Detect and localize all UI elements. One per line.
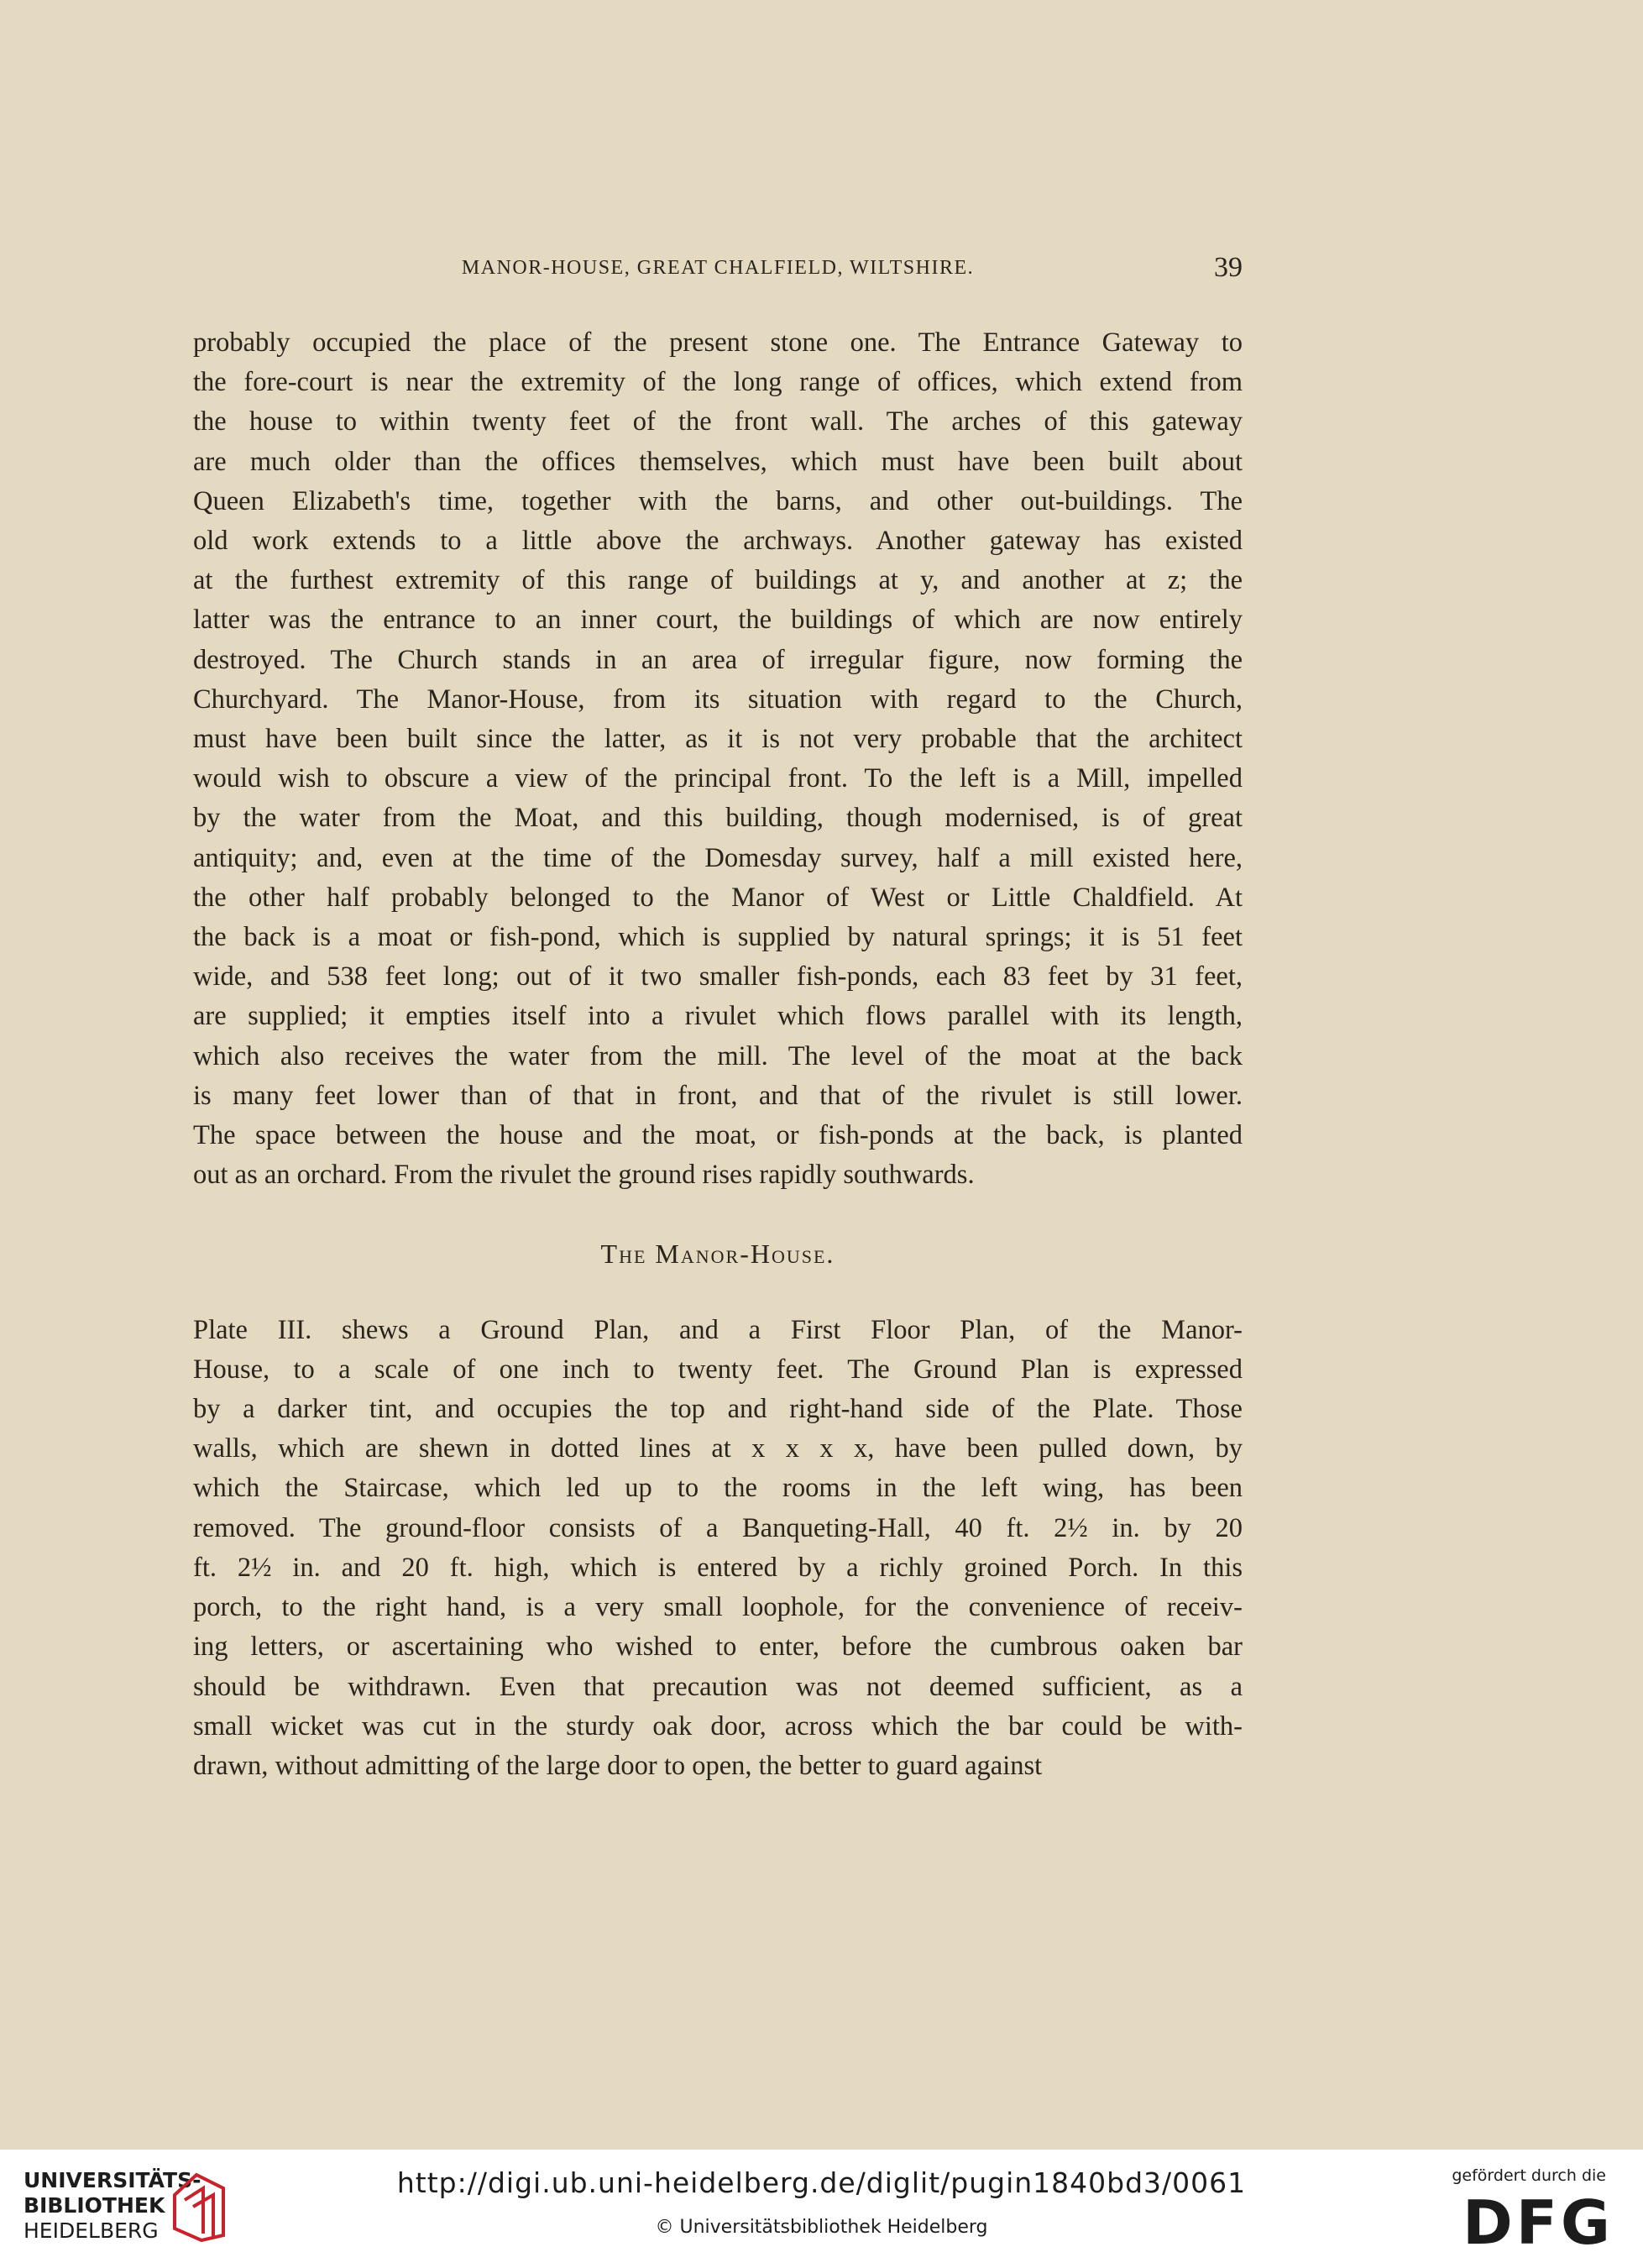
copyright-notice: © Universitätsbibliothek Heidelberg: [655, 2217, 988, 2238]
text-line: are much older than the offices themselves, which must have been built about: [193, 446, 1243, 477]
text-line: drawn, without admitting of the large door to open, the better to guard against: [193, 1750, 1043, 1781]
funded-by-label: gefördert durch die: [1452, 2166, 1606, 2185]
text-line: old work extends to a little above the archways. Another gateway has existed: [193, 526, 1243, 557]
dfg-logo-text: DFG: [1462, 2192, 1614, 2250]
text-line: removed. The ground-floor consists of a Banqueting-Hall, 40 ft. 2½ in. by 20: [193, 1512, 1243, 1543]
text-line: House, to a scale of one inch to twenty feet. The Ground Plan is expressed: [193, 1354, 1243, 1385]
text-line: is many feet lower than of that in front, and that of the rivulet is still lower.: [193, 1080, 1243, 1111]
page-number: 39: [1214, 252, 1243, 283]
body-text: [193, 323, 1243, 1786]
text-line: latter was the entrance to an inner court, the buildings of which are now entirely: [193, 605, 1243, 636]
text-line: must have been built since the latter, as it is not very probable that the architect: [193, 724, 1243, 755]
text-line: by a darker tint, and occupies the top and right-hand side of the Plate. Those: [193, 1394, 1243, 1425]
permalink-url[interactable]: http://digi.ub.uni-heidelberg.de/diglit/pugin1840bd3/0061: [396, 2166, 1247, 2199]
library-name-line: HEIDELBERG: [24, 2218, 159, 2243]
text-line: ft. 2½ in. and 20 ft. high, which is entered by a richly groined Porch. In this: [193, 1552, 1243, 1583]
text-line: ing letters, or ascertaining who wished to enter, before the cumbrous oaken bar: [193, 1632, 1243, 1663]
text-line: would wish to obscure a view of the principal front. To the left is a Mill, impelled: [193, 763, 1243, 794]
library-name-line: UNIVERSITÄTS-: [24, 2168, 201, 2192]
text-line: the house to within twenty feet of the front wall. The arches of this gateway: [193, 406, 1243, 437]
page-header: [193, 252, 1243, 285]
text-line: Churchyard. The Manor-House, from its situation with regard to the Church,: [193, 684, 1243, 715]
text-line: antiquity; and, even at the time of the Domesday survey, half a mill existed here,: [193, 842, 1243, 873]
section-title: The Manor-House.: [600, 1239, 835, 1270]
text-line: The space between the house and the moat, or fish-ponds at the back, is planted: [193, 1120, 1243, 1151]
paragraph-grounds: [193, 323, 1243, 1195]
text-line: the other half probably belonged to the Manor of West or Little Chaldfield. At: [193, 882, 1243, 913]
text-line: which the Staircase, which led up to the rooms in the left wing, has been: [193, 1473, 1243, 1504]
dfg-logo-icon: [1458, 2192, 1618, 2250]
text-line: at the furthest extremity of this range of buildings at y, and another at z; the: [193, 565, 1243, 596]
text-line: porch, to the right hand, is a very small loophole, for the convenience of receiv-: [193, 1592, 1243, 1623]
text-line: the fore-court is near the extremity of the long range of offices, which extend from: [193, 367, 1243, 398]
text-line: out as an orchard. From the rivulet the ground rises rapidly southwards.: [193, 1160, 975, 1191]
text-line: by the water from the Moat, and this building, though modernised, is of great: [193, 803, 1243, 834]
text-line: are supplied; it empties itself into a rivulet which flows parallel with its length,: [193, 1001, 1243, 1032]
text-line: probably occupied the place of the present stone one. The Entrance Gateway to: [193, 327, 1243, 358]
text-line: the back is a moat or fish-pond, which is supplied by natural springs; it is 51 feet: [193, 922, 1243, 953]
library-name-line: BIBLIOTHEK: [24, 2193, 165, 2218]
text-line: walls, which are shewn in dotted lines at x x x x, have been pulled down, by: [193, 1433, 1243, 1464]
running-head: MANOR-HOUSE, GREAT CHALFIELD, WILTSHIRE.: [461, 257, 975, 279]
text-line: should be withdrawn. Even that precaution was not deemed sufficient, as a: [193, 1671, 1243, 1702]
text-line: wide, and 538 feet long; out of it two smaller fish-ponds, each 83 feet by 31 feet,: [193, 961, 1243, 993]
digitization-footer: [0, 2150, 1643, 2268]
paragraph-manor-house: [193, 1311, 1243, 1786]
text-line: small wicket was cut in the sturdy oak door, across which the bar could be with-: [193, 1710, 1243, 1742]
text-line: destroyed. The Church stands in an area of irregular figure, now forming the: [193, 644, 1243, 675]
text-line: Queen Elizabeth's time, together with the barns, and other out-buildings. The: [193, 485, 1243, 516]
text-line: Plate III. shews a Ground Plan, and a First Floor Plan, of the Manor-: [193, 1314, 1243, 1345]
text-line: which also receives the water from the mill. The level of the moat at the back: [193, 1040, 1243, 1071]
